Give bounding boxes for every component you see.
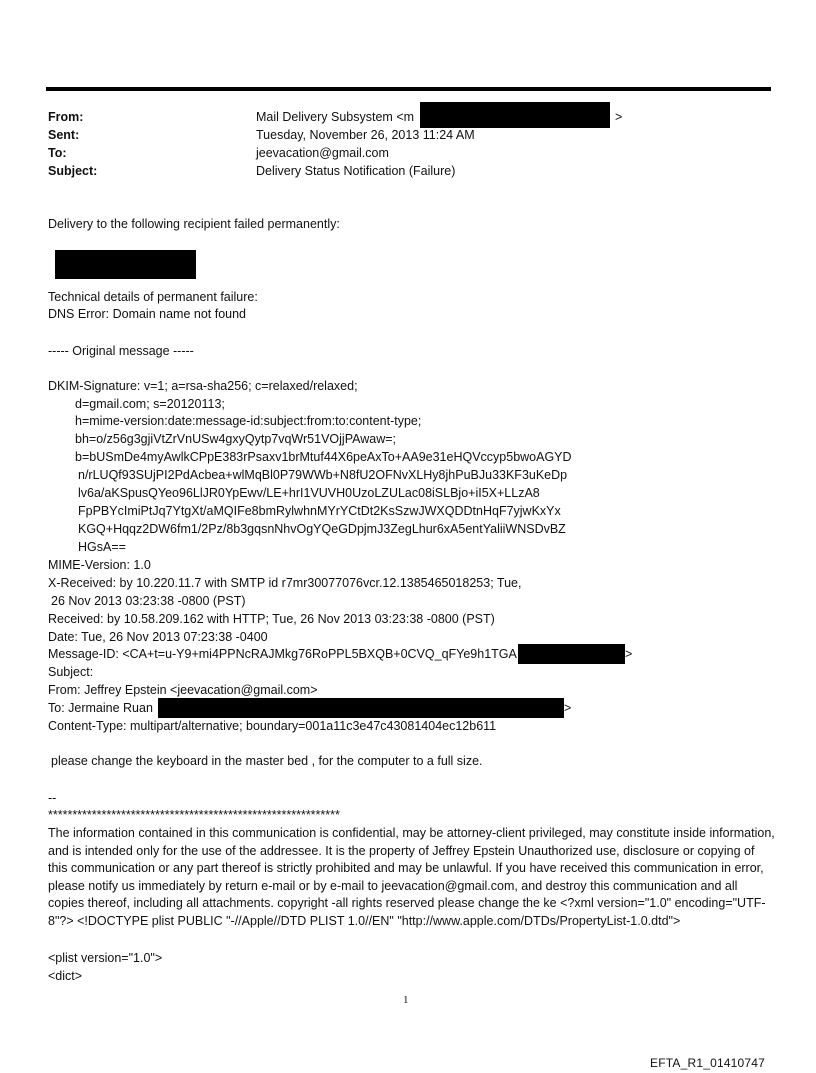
sent-value: Tuesday, November 26, 2013 11:24 AM [256, 128, 475, 142]
dkim-line: FpPBYcImiPtJq7YtgXt/aMQIFe8bmRylwhnMYrYCtDt2KsSzwJWXQDDtnHqF7yjwKxYx [78, 504, 561, 518]
dkim-line: h=mime-version:date:message-id:subject:from:to:content-type; [75, 414, 422, 428]
from-label: From: [48, 110, 84, 124]
dns-error: DNS Error: Domain name not found [48, 307, 247, 321]
x-received-line: 26 Nov 2013 03:23:38 -0800 (PST) [51, 594, 246, 608]
mime-version: MIME-Version: 1.0 [48, 558, 151, 572]
subject-value: Delivery Status Notification (Failure) [256, 164, 456, 178]
message-id-line: Message-ID: <CA+t=u-Y9+mi4PPNcRAJMkg76RoPPL5BXQB+0CVQ_qFYe9h1TGA [48, 647, 517, 661]
message-text: please change the keyboard in the master bed , for the computer to a full size. [51, 754, 483, 768]
header-rule [46, 87, 771, 91]
redaction-box [420, 102, 610, 128]
dict-line: <dict> [48, 969, 83, 983]
to-value: jeevacation@gmail.com [256, 146, 389, 160]
sent-label: Sent: [48, 128, 80, 142]
dkim-line: bh=o/z56g3gjiVtZrVnUSw4gxyQytp7vqWr51VOjjPAwaw=; [75, 432, 396, 446]
dkim-line: KGQ+Hqqz2DW6fm1/2Pz/8b3gqsnNhvOgYQeGDpjmJ3ZegLhur6xA5entYaliiWNSDvBZ [78, 522, 566, 536]
to-line-tail: > [564, 701, 572, 715]
delivery-intro: Delivery to the following recipient failed permanently: [48, 217, 340, 231]
dkim-line: HGsA== [78, 540, 126, 554]
dkim-line: d=gmail.com; s=20120113; [75, 397, 225, 411]
redaction-box [158, 698, 564, 718]
from-value: Mail Delivery Subsystem <m [256, 110, 415, 124]
from-tail: > [615, 110, 623, 124]
received-line: Received: by 10.58.209.162 with HTTP; Tue, 26 Nov 2013 03:23:38 -0800 (PST) [48, 612, 495, 626]
dkim-line: b=bUSmDe4myAwlkCPpE383rPsaxv1brMtuf44X6peAxTo+AA9e31eHQVccyp5bwoAGYD [75, 450, 572, 464]
tech-details-title: Technical details of permanent failure: [48, 290, 258, 304]
original-message-marker: ----- Original message ----- [48, 344, 194, 358]
page-number: 1 [403, 994, 409, 1006]
dkim-line: lv6a/aKSpusQYeo96LlJR0YpEwv/LE+hrI1VUVH0UzoLZULac08iSLBjo+iI5X+LLzA8 [78, 486, 540, 500]
disclaimer-paragraph: The information contained in this communication is confidential, may be attorney-client privileged, may constitute inside information, and is intended only for the use of the addressee. It is the property of Jeffrey Epstein Unauthorized use, disclosure or copying of this communication or any part thereof is strictly prohibited and may be unlawful. If you have received this communication in error, please notify us immediately by return e-mail or by e-mail to jeevacation@gmail.com, and destroy this communication and all copies thereof, including all attachments. copyright -all rights reserved please change the ke <?xml version="1.0" encoding="UTF-8"?> <!DOCTYPE plist PUBLIC "-//Apple//DTD PLIST 1.0//EN" "http://www.apple.com/DTDs/PropertyList-1.0.dtd"> [48, 826, 775, 928]
subject-line: Subject: [48, 665, 94, 679]
dkim-line: DKIM-Signature: v=1; a=rsa-sha256; c=relaxed/relaxed; [48, 379, 358, 393]
redaction-box [55, 250, 196, 279]
to-label: To: [48, 146, 67, 160]
star-divider: ************************************************************ [48, 808, 340, 822]
to-line: To: Jermaine Ruan [48, 701, 153, 715]
x-received-line: X-Received: by 10.220.11.7 with SMTP id r7mr30077076vcr.12.1385465018253; Tue, [48, 576, 522, 590]
from-line: From: Jeffrey Epstein <jeevacation@gmail.com> [48, 683, 318, 697]
signature-dash: -- [48, 791, 57, 805]
document-id: EFTA_R1_01410747 [650, 1056, 766, 1070]
dkim-line: n/rLUQf93SUjPI2PdAcbea+wlMqBl0P79WWb+N8fU2OFNvXLHy8jhPuBJu33KF3uKeDp [78, 468, 568, 482]
subject-label: Subject: [48, 164, 98, 178]
redaction-box [518, 644, 625, 664]
content-type-line: Content-Type: multipart/alternative; boundary=001a11c3e47c43081404ec12b611 [48, 719, 497, 733]
plist-line: <plist version="1.0"> [48, 951, 163, 965]
date-line: Date: Tue, 26 Nov 2013 07:23:38 -0400 [48, 630, 268, 644]
message-id-tail: > [625, 647, 633, 661]
